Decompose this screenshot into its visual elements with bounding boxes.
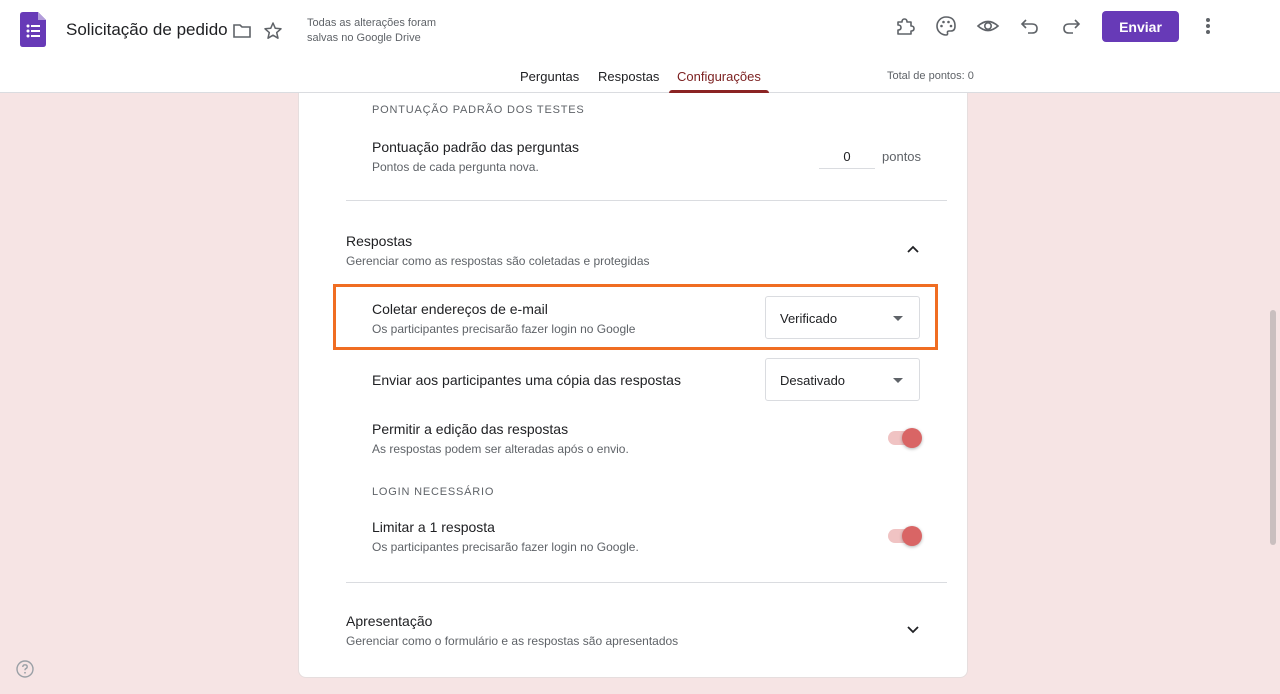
tab-settings[interactable]: Configurações — [677, 69, 761, 84]
send-copy-title: Enviar aos participantes uma cópia das respostas — [372, 372, 681, 388]
default-points-input[interactable] — [819, 145, 875, 169]
divider — [346, 582, 947, 583]
redo-icon[interactable] — [1059, 14, 1083, 38]
responses-section-description: Gerenciar como as respostas são coletadas e protegidas — [346, 254, 650, 268]
dropdown-arrow-icon — [893, 316, 903, 321]
folder-icon[interactable] — [232, 21, 252, 41]
quiz-defaults-section-label: PONTUAÇÃO PADRÃO DOS TESTES — [372, 104, 585, 116]
star-icon[interactable] — [263, 21, 283, 41]
help-icon[interactable] — [16, 660, 34, 678]
form-title[interactable]: Solicitação de pedido — [66, 20, 228, 39]
send-button[interactable]: Enviar — [1102, 11, 1179, 42]
toggle-thumb — [902, 526, 922, 546]
send-copy-dropdown[interactable] — [765, 358, 920, 401]
send-copy-selected: Desativado — [780, 373, 846, 388]
limit-one-toggle[interactable] — [888, 526, 922, 546]
presentation-section-description: Gerenciar como o formulário e as respostas são apresentados — [346, 634, 679, 648]
tab-questions[interactable]: Perguntas — [520, 69, 580, 84]
allow-edit-toggle[interactable] — [888, 428, 922, 448]
limit-one-title: Limitar a 1 resposta — [372, 519, 495, 535]
chevron-up-icon[interactable] — [905, 241, 921, 257]
divider — [346, 200, 947, 201]
palette-icon[interactable] — [934, 14, 958, 38]
points-total: Total de pontos: 0 — [887, 70, 974, 82]
more-vert-icon[interactable] — [1198, 14, 1218, 38]
settings-card — [298, 93, 968, 678]
addon-puzzle-icon[interactable] — [893, 14, 917, 38]
tab-bar — [0, 62, 1280, 93]
login-required-label: LOGIN NECESSÁRIO — [372, 486, 495, 498]
points-unit-label: pontos — [882, 149, 922, 164]
allow-edit-title: Permitir a edição das respostas — [372, 421, 569, 437]
tab-responses[interactable]: Respostas — [598, 69, 660, 84]
scrollbar[interactable] — [1270, 310, 1276, 545]
collect-email-title: Coletar endereços de e-mail — [372, 301, 548, 317]
preview-eye-icon[interactable] — [976, 14, 1000, 38]
presentation-section-title[interactable]: Apresentação — [346, 613, 433, 629]
undo-icon[interactable] — [1018, 14, 1042, 38]
dropdown-arrow-icon — [893, 378, 903, 383]
forms-logo-icon[interactable] — [20, 12, 46, 47]
default-points-description: Pontos de cada pergunta nova. — [372, 160, 539, 174]
collect-email-dropdown[interactable] — [765, 296, 920, 339]
collect-email-description: Os participantes precisarão fazer login no Google — [372, 322, 636, 336]
chevron-down-icon[interactable] — [905, 622, 921, 638]
save-status-text: Todas as alterações foram salvas no Google Drive — [307, 17, 437, 44]
toggle-thumb — [902, 428, 922, 448]
limit-one-description: Os participantes precisarão fazer login no Google. — [372, 540, 639, 554]
collect-email-selected: Verificado — [780, 311, 838, 326]
responses-section-title[interactable]: Respostas — [346, 233, 413, 249]
allow-edit-description: As respostas podem ser alteradas após o envio. — [372, 442, 629, 456]
default-points-title: Pontuação padrão das perguntas — [372, 139, 580, 155]
top-bar — [0, 0, 1280, 93]
